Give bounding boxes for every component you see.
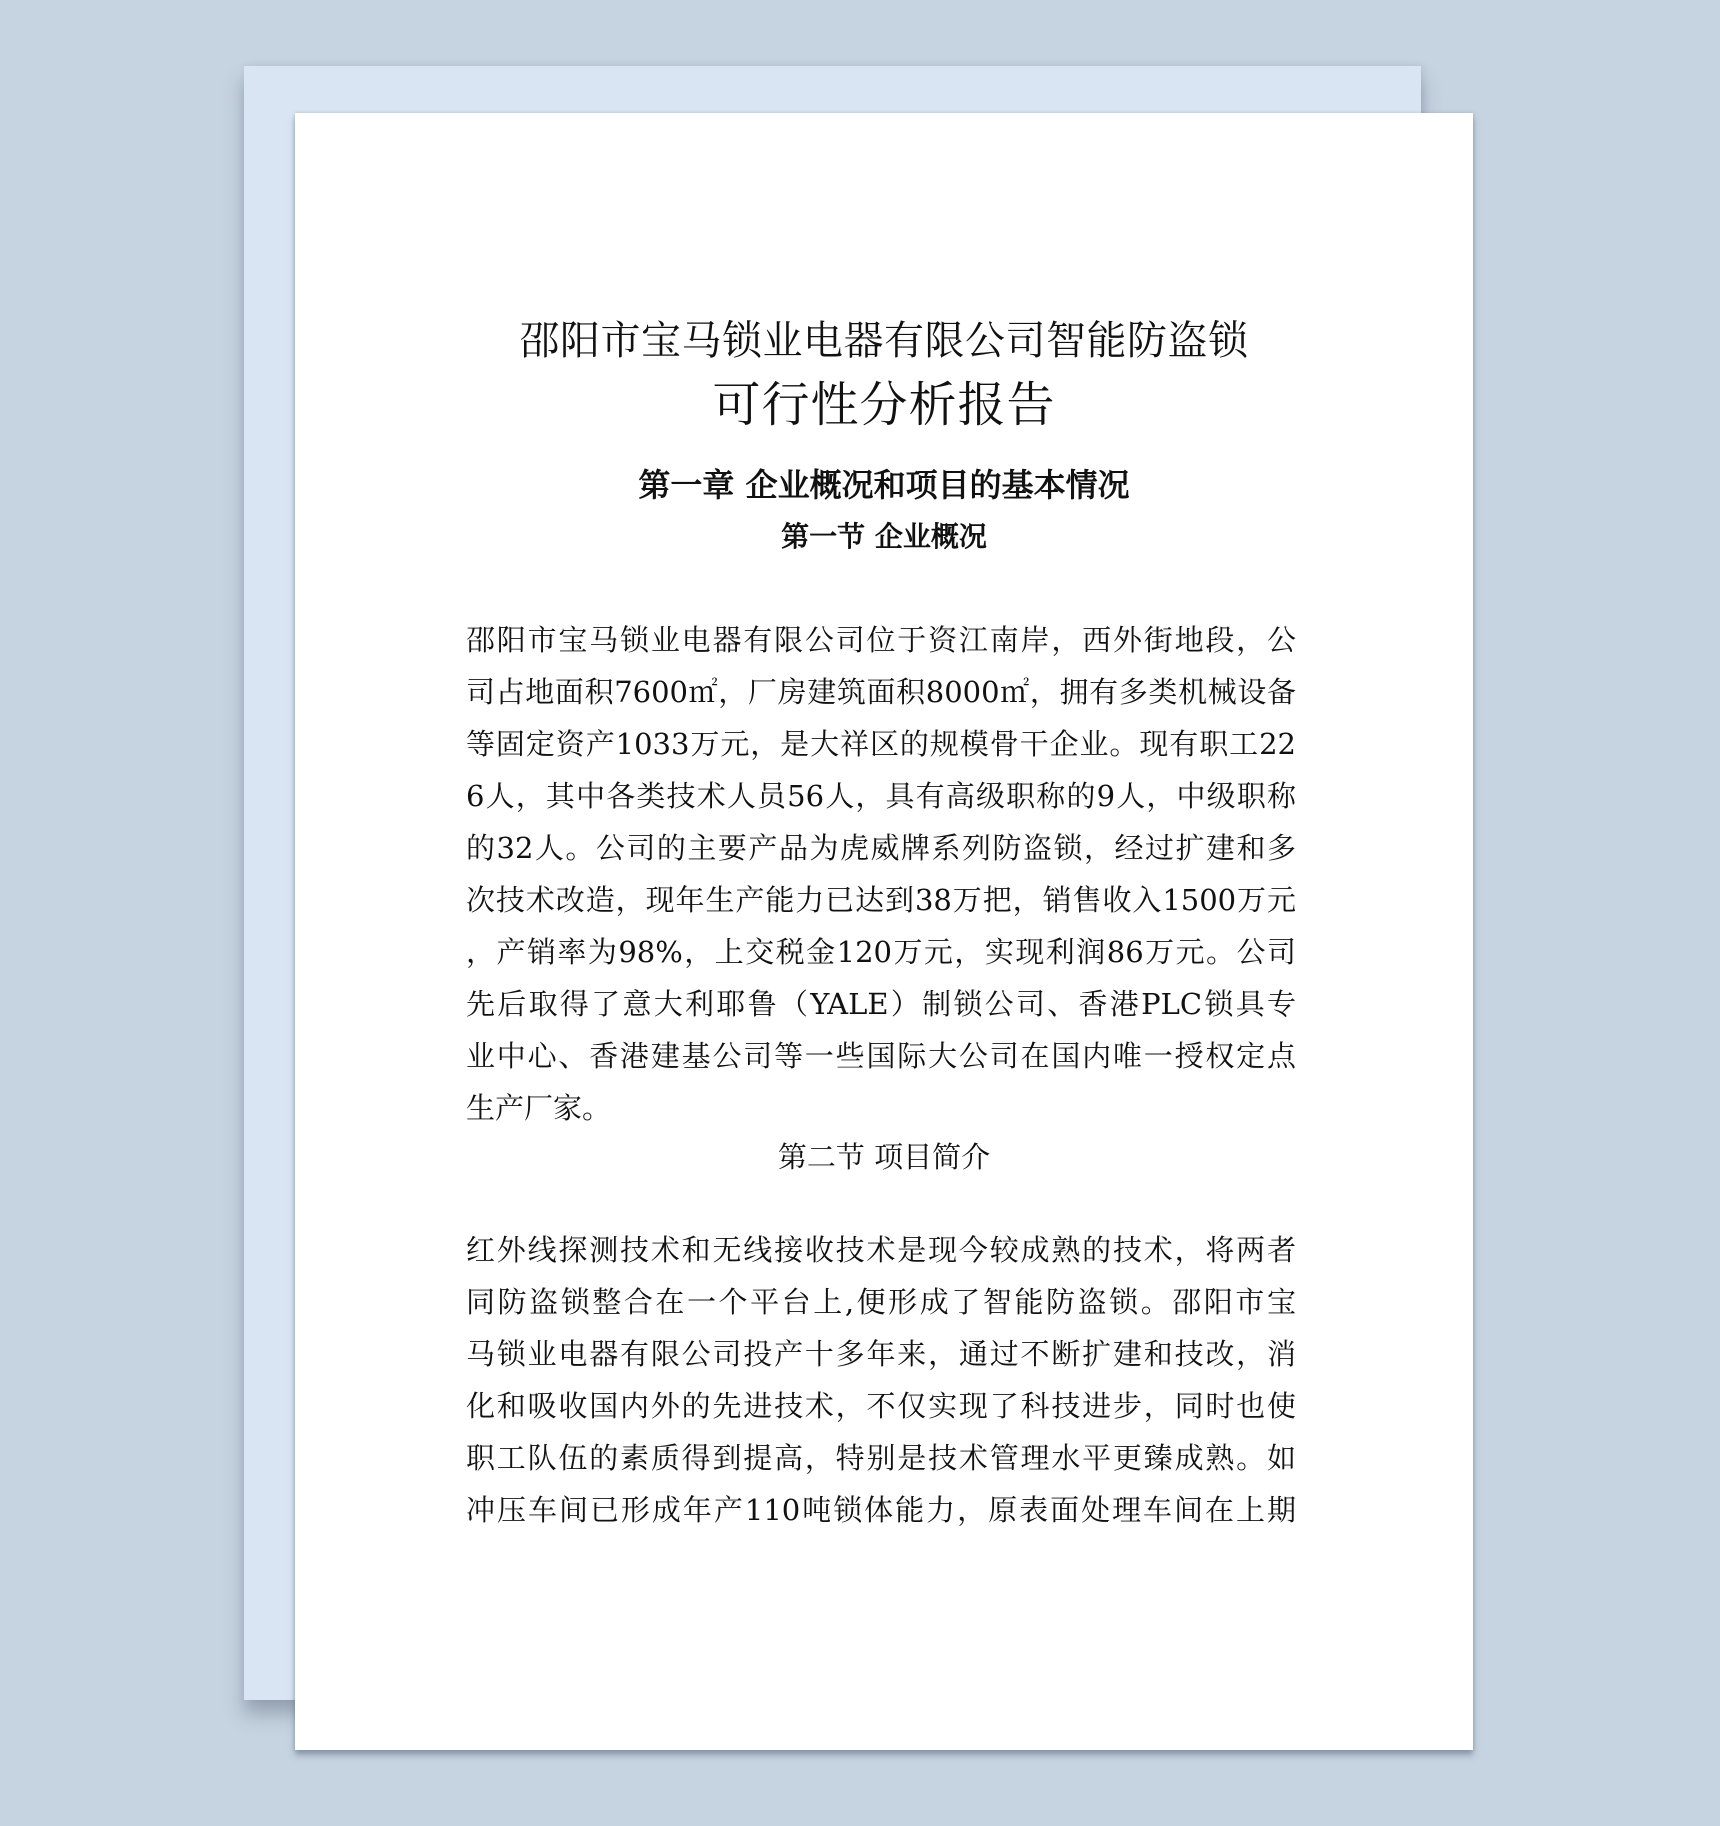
document-page <box>295 113 1473 1750</box>
paragraph-line: 司占地面积7600㎡，厂房建筑面积8000㎡，拥有多类机械设备 <box>466 675 1296 709</box>
section-2-paragraph <box>466 1224 1296 1536</box>
section-1-heading: 第一节 企业概况 <box>781 520 987 553</box>
paragraph-line: 冲压车间已形成年产110吨锁体能力，原表面处理车间在上期 <box>466 1493 1296 1527</box>
section-1-paragraph <box>466 614 1296 1134</box>
paragraph-line: 红外线探测技术和无线接收技术是现今较成熟的技术，将两者 <box>466 1233 1296 1267</box>
paragraph-line: 职工队伍的素质得到提高，特别是技术管理水平更臻成熟。如 <box>466 1441 1296 1475</box>
paragraph-line: 同防盗锁整合在一个平台上,便形成了智能防盗锁。邵阳市宝 <box>466 1285 1296 1319</box>
paragraph-line: 先后取得了意大利耶鲁（YALE）制锁公司、香港PLC锁具专 <box>466 987 1296 1021</box>
paragraph-line: 马锁业电器有限公司投产十多年来，通过不断扩建和技改，消 <box>466 1337 1296 1371</box>
paragraph-line: 的32人。公司的主要产品为虎威牌系列防盗锁，经过扩建和多 <box>466 831 1296 865</box>
paragraph-line: 化和吸收国内外的先进技术，不仅实现了科技进步，同时也使 <box>466 1389 1296 1423</box>
document-title-line-2: 可行性分析报告 <box>712 377 1056 433</box>
document-title-line-1: 邵阳市宝马锁业电器有限公司智能防盗锁 <box>519 318 1249 364</box>
paragraph-line: ，产销率为98%，上交税金120万元，实现利润86万元。公司 <box>466 935 1296 969</box>
paragraph-line: 邵阳市宝马锁业电器有限公司位于资江南岸，西外街地段，公 <box>466 623 1296 657</box>
section-2-heading: 第二节 项目简介 <box>777 1140 991 1174</box>
paragraph-line: 6人，其中各类技术人员56人，具有高级职称的9人，中级职称 <box>466 779 1296 813</box>
paragraph-line: 次技术改造，现年生产能力已达到38万把，销售收入1500万元 <box>466 883 1296 917</box>
paragraph-line: 生产厂家。 <box>466 1091 612 1125</box>
paragraph-line: 业中心、香港建基公司等一些国际大公司在国内唯一授权定点 <box>466 1039 1296 1073</box>
paragraph-line: 等固定资产1033万元，是大祥区的规模骨干企业。现有职工22 <box>466 727 1296 761</box>
chapter-heading: 第一章 企业概况和项目的基本情况 <box>638 466 1130 504</box>
